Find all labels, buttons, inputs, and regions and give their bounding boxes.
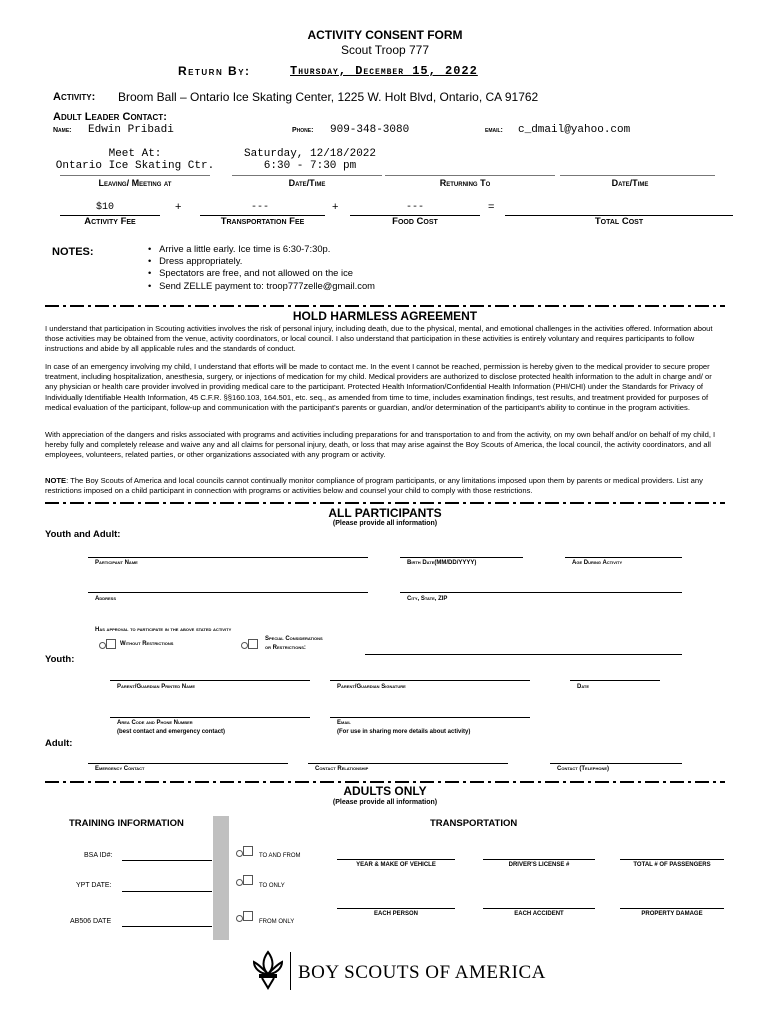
divider: [45, 305, 725, 307]
plus-sign: +: [175, 201, 182, 213]
fleur-de-lis-icon: [250, 950, 286, 990]
ypt-line[interactable]: [122, 891, 212, 892]
contact-phone-line[interactable]: [550, 763, 682, 764]
list-item: • Dress appropriately.: [148, 255, 243, 267]
checkbox-without-restrictions[interactable]: [106, 639, 116, 649]
passengers-line[interactable]: [620, 859, 724, 860]
special-considerations-label-2: or Restrictions:: [265, 645, 306, 651]
divider: [45, 781, 725, 783]
equals-sign: =: [488, 201, 495, 213]
relationship-label: Contact Relationship: [315, 766, 369, 772]
license-label: DRIVER'S LICENSE #: [508, 862, 570, 868]
divider: [45, 502, 725, 504]
form-title: ACTIVITY CONSENT FORM: [307, 28, 463, 42]
participant-name-label: Participant Name: [95, 560, 138, 566]
age-line[interactable]: [565, 557, 682, 558]
city-label: City, State, ZIP: [407, 596, 448, 602]
participant-name-line[interactable]: [88, 557, 368, 558]
troop-subtitle: Scout Troop 777: [340, 43, 430, 57]
license-line[interactable]: [483, 859, 595, 860]
email-label: Email: [337, 720, 351, 726]
relationship-line[interactable]: [308, 763, 508, 764]
birth-date-label: Birth Date(MM/DD/YYYY): [407, 560, 477, 566]
radio-from-only[interactable]: [236, 915, 243, 922]
leader-name[interactable]: Edwin Pribadi: [88, 124, 174, 136]
to-and-from-label: TO AND FROM: [259, 853, 301, 859]
birth-date-line[interactable]: [400, 557, 523, 558]
food-cost-label: Food Cost: [392, 216, 438, 227]
transport-fee-value[interactable]: ---: [250, 202, 269, 213]
meeting-datetime-line2[interactable]: 6:30 - 7:30 pm: [263, 160, 357, 172]
activity-fee-value[interactable]: $10: [95, 202, 114, 213]
hold-harmless-paragraph-1: I understand that participation in Scouting activities involves the risk of personal injury, including death, due to the physical, mental, and emotional challenges in the activities offered. Information about those activities may be obtained from the venue, activity coordinators, or local council. I also understand that participation in these activities is entirely voluntary and requires participants to follow instructions and abide by all applicable rules and the standards of conduct.: [45, 324, 713, 354]
checkbox-special-considerations[interactable]: [248, 639, 258, 649]
participants-subtitle: (Please provide all information): [332, 520, 438, 527]
passengers-label: TOTAL # OF PASSENGERS: [633, 862, 711, 868]
email-sublabel: (For use in sharing more details about activity): [337, 729, 471, 735]
from-only-label: FROM ONLY: [259, 919, 295, 925]
each-accident-label: EACH ACCIDENT: [514, 911, 564, 917]
activity-value[interactable]: Broom Ball – Ontario Ice Skating Center, 1225 W. Holt Blvd, Ontario, CA 91762: [118, 90, 539, 104]
activity-fee-label: Activity Fee: [84, 216, 136, 227]
vehicle-line[interactable]: [337, 859, 455, 860]
radio-special-considerations[interactable]: [241, 642, 248, 649]
checkbox-to-only[interactable]: [243, 875, 253, 885]
adults-subtitle: (Please provide all information): [332, 799, 438, 806]
youth-label: Youth:: [45, 654, 75, 665]
meeting-place-line2[interactable]: Ontario Ice Skating Ctr.: [55, 160, 215, 172]
contact-phone-label: Contact (Telephone): [557, 766, 610, 772]
guardian-signature-label: Parent/Guardian Signature: [337, 684, 406, 690]
meeting-datetime-line1[interactable]: Saturday, 12/18/2022: [243, 148, 377, 160]
phone-label: Area Code and Phone Number: [117, 720, 193, 726]
section-divider-bar: [213, 816, 229, 940]
emergency-contact-line[interactable]: [88, 763, 288, 764]
ab506-label: AB506 DATE: [70, 918, 112, 925]
checkbox-from-only[interactable]: [243, 911, 253, 921]
leader-email[interactable]: c_dmail@yahoo.com: [518, 124, 631, 136]
return-by-label: Return By:: [178, 64, 251, 78]
special-considerations-label: Special Considerations: [265, 636, 323, 642]
notes-label: NOTES:: [52, 246, 94, 258]
col-datetime-2: Date/Time: [611, 178, 649, 188]
each-accident-line[interactable]: [483, 908, 595, 909]
without-restrictions-label: Without Restrictions: [120, 641, 174, 647]
each-person-line[interactable]: [337, 908, 455, 909]
training-heading: TRAINING INFORMATION: [69, 818, 184, 829]
col-returning: Returning To: [439, 178, 491, 188]
date-line[interactable]: [570, 680, 660, 681]
to-only-label: TO ONLY: [259, 883, 285, 889]
youth-and-adult-label: Youth and Adult:: [45, 529, 121, 540]
address-line[interactable]: [88, 592, 368, 593]
activity-label: Activity:: [53, 91, 96, 103]
guardian-name-label: Parent/Guardian Printed Name: [117, 684, 196, 690]
guardian-name-line[interactable]: [110, 680, 310, 681]
bsa-logo-text: BOY SCOUTS OF AMERICA: [298, 962, 546, 983]
participants-title: ALL PARTICIPANTS: [328, 506, 442, 520]
property-damage-label: PROPERTY DAMAGE: [641, 911, 703, 917]
plus-sign: +: [332, 201, 339, 213]
property-damage-line[interactable]: [620, 908, 724, 909]
transportation-heading: TRANSPORTATION: [430, 818, 518, 829]
phone-sublabel: (best contact and emergency contact): [117, 729, 226, 735]
ab506-line[interactable]: [122, 926, 212, 927]
phone-line[interactable]: [110, 717, 310, 718]
approval-label: Has approval to participate in the above stated activity: [95, 627, 232, 633]
city-line[interactable]: [400, 592, 682, 593]
each-person-label: EACH PERSON: [373, 911, 418, 917]
list-item: • Spectators are free, and not allowed on the ice: [148, 267, 353, 279]
bsa-id-label: BSA ID#:: [84, 852, 113, 859]
transport-fee-label: Transportation Fee: [220, 216, 305, 227]
col-leaving: Leaving/ Meeting at: [98, 178, 172, 188]
logo-divider: [290, 952, 291, 990]
date-label: Date: [577, 684, 590, 690]
list-item: • Send ZELLE payment to: troop777zelle@gmail.com: [148, 279, 375, 291]
leader-name-label: Name:: [53, 127, 72, 134]
leader-phone-label: Phone:: [292, 127, 314, 134]
vehicle-label: YEAR & MAKE OF VEHICLE: [356, 862, 436, 868]
notes-list: [148, 243, 375, 292]
radio-without-restrictions[interactable]: [99, 642, 106, 649]
leader-email-label: email:: [485, 127, 503, 134]
hold-harmless-paragraph-2: In case of an emergency involving my child, I understand that efforts will be made to contact me. In the event I cannot be reached, permission is hereby given to the medical provider to secure proper treatment, including hospitalization, anesthesia, surgery, or injections of medication for my child. Medical providers are authorized to disclose protected health information to the adult in charge and/ or any physician or health care provider involved in providing medical care to the participant. Protected Health Information/Confidential Health Information (PHI/CHI) under the Standards for Privacy of Individually Identifiable Health Information, 45 C.F.R. §§160.103, 164.501, etc. seq., as amended from time to time, includes examination findings, test results, and treatment provided for purposes of medical evaluation of the participant, follow-up and communication with the participant's parents or guardian, and/or determination of the participant's ability to continue in the program activities.: [45, 362, 712, 412]
hold-harmless-title: HOLD HARMLESS AGREEMENT: [292, 309, 478, 323]
total-cost-label: Total Cost: [594, 216, 644, 227]
meeting-place-line1[interactable]: Meet At:: [108, 148, 162, 160]
bsa-id-line[interactable]: [122, 860, 212, 861]
leader-heading: Adult Leader Contact:: [53, 111, 167, 123]
address-label: Address: [95, 596, 117, 602]
return-by-date[interactable]: Thursday, December 15, 2022: [290, 64, 478, 78]
age-label: Age During Activity: [572, 560, 623, 566]
leader-phone[interactable]: 909-348-3080: [330, 124, 410, 136]
guardian-signature-line[interactable]: [330, 680, 530, 681]
emergency-contact-label: Emergency Contact: [95, 766, 145, 772]
list-item: • Arrive a little early. Ice time is 6:30-7:30p.: [148, 243, 331, 254]
radio-to-only[interactable]: [236, 879, 243, 886]
email-line[interactable]: [330, 717, 530, 718]
food-cost-value[interactable]: ---: [405, 202, 424, 213]
hold-harmless-note: NOTE: The Boy Scouts of America and local councils cannot continually monitor compliance of program participants, or any limitations imposed upon them by parents or medical providers. List any restrictions imposed on a child participant in connection with programs or activities below and counsel your child to comply with those restrictions.: [45, 476, 703, 496]
ypt-label: YPT DATE:: [76, 882, 112, 889]
checkbox-to-and-from[interactable]: [243, 846, 253, 856]
hold-harmless-paragraph-3: With appreciation of the dangers and risks associated with programs and activities including preparations for and transportation to and from the activity, on my own behalf and/or on behalf of my child, I hereby fully and completely release and waive any and all claims for personal injury, death, or loss that may arise against the Boy Scouts of America, the local council, the activity coordinators, and all employees, volunteers, related parties, or other organizations associated with any program or activity.: [45, 430, 716, 460]
col-datetime: Date/Time: [288, 178, 326, 188]
adults-title: ADULTS ONLY: [343, 784, 427, 798]
restrictions-line[interactable]: [365, 654, 682, 655]
adult-label: Adult:: [45, 738, 73, 749]
radio-to-and-from[interactable]: [236, 850, 243, 857]
